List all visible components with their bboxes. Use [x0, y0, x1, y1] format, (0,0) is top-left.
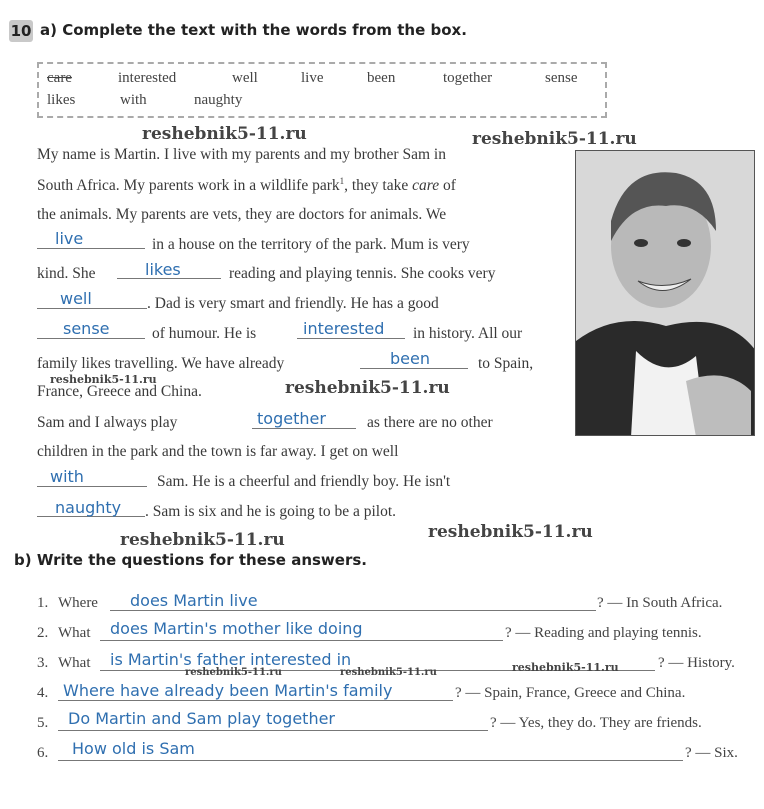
- text-line: in a house on the territory of the park. Mum is very: [152, 236, 470, 253]
- box-word: sense: [545, 70, 578, 86]
- watermark: reshebnik5-11.ru: [512, 661, 619, 674]
- handwritten-answer: interested: [303, 319, 385, 338]
- handwritten-question: Where have already been Martin's family: [63, 681, 393, 700]
- handwritten-question: is Martin's father interested in: [110, 650, 352, 669]
- text-line: My name is Martin. I live with my parents and my brother Sam in: [37, 146, 446, 163]
- box-word: likes: [47, 92, 76, 108]
- question-number: 5.: [37, 715, 49, 731]
- boy-photo: [575, 150, 755, 436]
- question-prefix: What: [58, 655, 91, 671]
- handwritten-answer: sense: [63, 319, 110, 338]
- text-line: . Sam is six and he is going to be a pilot.: [145, 503, 396, 520]
- text-line: family likes travelling. We have already: [37, 355, 285, 372]
- watermark: reshebnik5-11.ru: [428, 522, 593, 542]
- text-line: of humour. He is: [152, 325, 257, 342]
- handwritten-answer: been: [390, 349, 430, 368]
- watermark: reshebnik5-11.ru: [120, 530, 285, 550]
- question-reply: ? — Reading and playing tennis.: [505, 625, 702, 641]
- question-reply: ? — Spain, France, Greece and China.: [455, 685, 686, 701]
- watermark: reshebnik5-11.ru: [142, 124, 307, 144]
- text-fragment-italic: care: [412, 177, 440, 195]
- text-line: to Spain,: [478, 355, 534, 372]
- answer-blank: [360, 368, 468, 369]
- watermark: reshebnik5-11.ru: [185, 667, 282, 678]
- handwritten-answer: likes: [145, 260, 181, 279]
- box-word: well: [232, 70, 258, 86]
- part-b-instruction: b) Write the questions for these answers.: [14, 551, 367, 569]
- box-word: interested: [118, 70, 177, 86]
- question-reply: ? — In South Africa.: [597, 595, 723, 611]
- text-line: the animals. My parents are vets, they are doctors for animals. We: [37, 206, 447, 223]
- question-number: 1.: [37, 595, 49, 611]
- box-word: been: [367, 70, 396, 86]
- handwritten-answer: live: [55, 229, 84, 248]
- watermark: reshebnik5-11.ru: [50, 373, 157, 386]
- box-word: naughty: [194, 92, 243, 108]
- text-fragment: of: [439, 177, 456, 195]
- answer-blank: [297, 338, 405, 339]
- handwritten-question: Do Martin and Sam play together: [68, 709, 336, 728]
- handwritten-answer: naughty: [55, 498, 122, 517]
- handwritten-answer: well: [60, 289, 92, 308]
- answer-blank: [37, 308, 147, 309]
- part-a-instruction: a) Complete the text with the words from the box.: [40, 21, 467, 39]
- answer-blank: [37, 338, 145, 339]
- answer-blank: [37, 486, 147, 487]
- handwritten-question: How old is Sam: [72, 739, 195, 758]
- box-word: together: [443, 70, 493, 86]
- handwritten-answer: with: [50, 467, 84, 486]
- handwritten-question: does Martin's mother like doing: [110, 619, 363, 638]
- text-line: in history. All our: [413, 325, 523, 342]
- exercise-number: 10: [10, 22, 32, 40]
- question-prefix: Where: [58, 595, 98, 611]
- box-word: care: [47, 70, 72, 86]
- question-number: 4.: [37, 685, 49, 701]
- text-line: Sam. He is a cheerful and friendly boy. He isn't: [157, 473, 451, 490]
- watermark: reshebnik5-11.ru: [472, 129, 637, 149]
- question-number: 3.: [37, 655, 49, 671]
- box-word: live: [301, 70, 324, 86]
- text-fragment: South Africa. My parents work in a wildlife park: [37, 177, 340, 195]
- answer-line: [58, 730, 488, 731]
- answer-blank: [252, 428, 356, 429]
- answer-blank: [37, 248, 145, 249]
- text-line: [37, 176, 456, 195]
- question-prefix: What: [58, 625, 91, 641]
- text-line: children in the park and the town is far away. I get on well: [37, 443, 399, 460]
- text-line: . Dad is very smart and friendly. He has a good: [147, 295, 439, 312]
- text-fragment: , they take: [344, 177, 413, 195]
- handwritten-answer: together: [257, 409, 326, 428]
- watermark: reshebnik5-11.ru: [340, 667, 437, 678]
- text-line: kind. She: [37, 265, 96, 282]
- question-reply: ? — Yes, they do. They are friends.: [490, 715, 702, 731]
- question-reply: ? — History.: [658, 655, 735, 671]
- handwritten-question: does Martin live: [130, 591, 258, 610]
- answer-line: [110, 610, 596, 611]
- question-reply: ? — Six.: [685, 745, 738, 761]
- box-word: with: [120, 92, 147, 108]
- footnote-mark: 1: [339, 176, 345, 186]
- answer-line: [58, 700, 453, 701]
- question-number: 6.: [37, 745, 49, 761]
- text-line: as there are no other: [367, 414, 493, 431]
- text-line: France, Greece and China.: [37, 383, 202, 400]
- watermark: reshebnik5-11.ru: [285, 378, 450, 398]
- answer-line: [58, 760, 683, 761]
- text-line: reading and playing tennis. She cooks very: [229, 265, 496, 282]
- answer-line: [100, 640, 503, 641]
- question-number: 2.: [37, 625, 49, 641]
- text-line: Sam and I always play: [37, 414, 178, 431]
